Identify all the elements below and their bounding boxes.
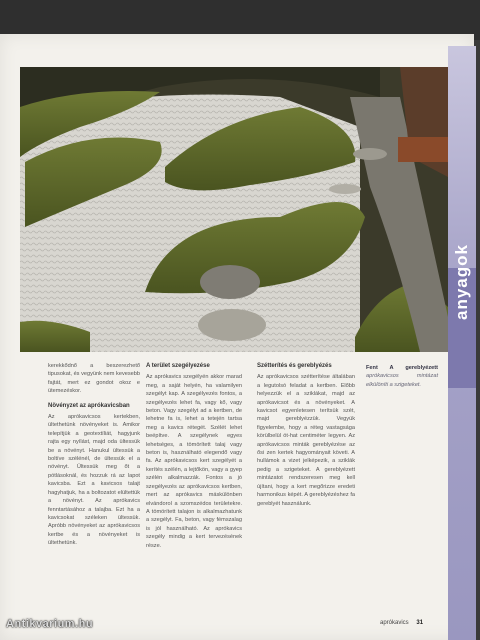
- text-column-2: [146, 362, 242, 550]
- caption-lead: Fent A gereblyézett: [366, 365, 438, 371]
- column-2-heading: A terület szegélyezése: [146, 363, 210, 369]
- section-sidebar: [448, 46, 476, 640]
- column-1-heading: Növényzet az aprókavicsban: [48, 402, 130, 409]
- page-footer: [380, 620, 423, 626]
- column-1-intro: kerekkődnő a beszerezhető tipusokat, és vegyünk nem kevesebb fajtát, mert ez gondot okoz e ütemezéskor.: [48, 363, 140, 395]
- text-column-1: [48, 362, 140, 548]
- page-number: 31: [416, 620, 424, 626]
- footer-section: aprókavics: [380, 620, 409, 626]
- column-3-heading: Szétterítés és gereblyézés: [257, 363, 332, 369]
- watermark: Antikvarium.hu: [6, 618, 94, 630]
- garden-photo: [20, 67, 448, 352]
- text-column-3: [257, 362, 355, 508]
- column-2-body: Az aprókavics szegélyén akkor marad meg, a saját helyén, ha valamilyen szegélyt kap. A szegélyezés fontos, a szegélyezés lehet fa, vagy kő, vagy beton. Vagy szegélyt ad a kertben, de lehetne fa is, lehet a tetején tartsa meg a kavics rétegét. Szélét lehet beépítve. A szegélynek egyes lehetséges, a tömörített talaj vagy beton is, használható elegendő vagy fa. Az aprókavicsos kert szegélyét a kerítés szélén, a lejtőkön, vagy a gyep szélén alkalmazzák. Fontos a jó szegélyezés az aprókavicsos kertben, mert az aprókavics máskülönben elvándorol a szomszédos területekre. A tömörített talajon is alkalmazhatunk a szegélyt. Fa, beton, vagy fémszalag is jól használható. Az aprókavics szegély mindig a kert tervezésének része.: [146, 374, 242, 549]
- caption-text: aprókavicsos mintázat elkülöníti a szigeteket.: [366, 373, 438, 388]
- column-3-body: Az aprókavicsos szétterítése általában a legutolsó feladat a kertben. Előbb helyezzük el a sziklákat, majd az aprókavicsot és a növényeket. A kavicsot egyenletesen terítsük szét, majd gereblyézzük. Vegyük figyelembe, hogy a réteg vastagsága körülbelül öt-hat centiméter legyen. Az aprókavicsos minták gereblyézése az ősi zen kertek hagyományait követi. A hullámok a vizet jelképezik, a sziklák pedig a szigeteket. A gereblyézett mintázatot rendszeresen meg kell újítani, hogy a kert megőrizze eredeti harmonikus képét. A gereblyézéshez fa gereblyét használunk.: [257, 374, 355, 507]
- photo-caption: [366, 364, 438, 389]
- section-label: anyagok: [452, 244, 471, 320]
- column-1-body: Az aprókavicsos kertekben, ültethetünk növényeket is. Amikor telepítjük a geotextíliát, hagyjunk rajta egy nyílást, majd oda ültessük be a növényt. Hanukul ültessük a boltíve szélénél, de ültessük el a növényt. Ültessük meg őt a pótlásoknál, és hozzuk rá az lapot kavicsba. Ezt a kavicsos talajt hagyhatjuk, ha a boltozatot elültettük a növényt. Az aprókavics fenntartásához a talajba. Ezt ha a kavicsokat széleken ültessük. Apróbb növényeket az aprókavicsos kertbe és a növényeket is ültethetünk.: [48, 414, 140, 547]
